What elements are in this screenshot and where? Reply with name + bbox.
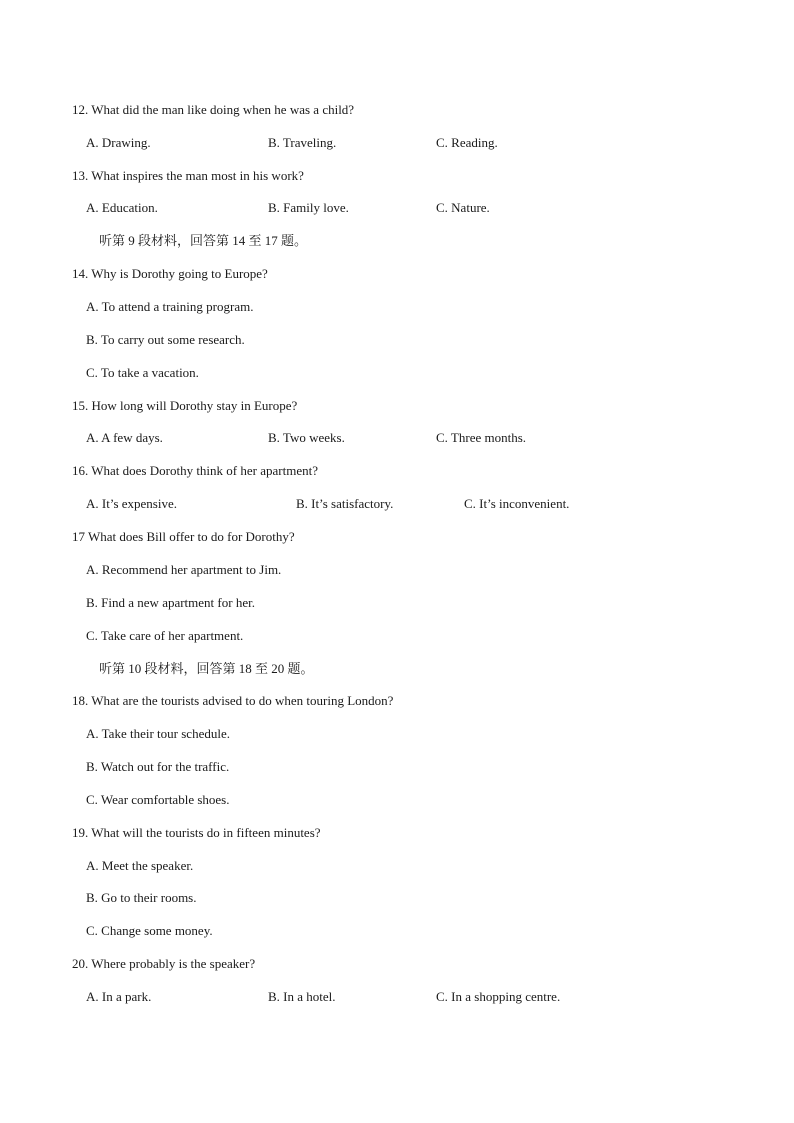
question-18-option-b: B. Watch out for the traffic. bbox=[86, 759, 230, 774]
question-12-option-a: A. Drawing. bbox=[86, 135, 151, 150]
question-16-option-c: C. It’s inconvenient. bbox=[464, 496, 570, 511]
question-13-option-a: A. Education. bbox=[86, 200, 158, 215]
question-14-option-b: B. To carry out some research. bbox=[86, 332, 245, 347]
question-13-option-c: C. Nature. bbox=[436, 200, 490, 215]
question-18-option-c: C. Wear comfortable shoes. bbox=[86, 792, 230, 807]
question-18-stem: 18. What are the tourists advised to do when touring London? bbox=[72, 693, 394, 708]
question-15-option-b: B. Two weeks. bbox=[268, 430, 345, 445]
section-9-instruction: 听第 9 段材料，回答第 14 至 17 题。 bbox=[99, 233, 308, 248]
question-17-option-a: A. Recommend her apartment to Jim. bbox=[86, 562, 282, 577]
question-18-option-a: A. Take their tour schedule. bbox=[86, 726, 230, 741]
question-15-option-a: A. A few days. bbox=[86, 430, 163, 445]
question-13-stem: 13. What inspires the man most in his work? bbox=[72, 168, 304, 183]
question-16-stem: 16. What does Dorothy think of her apartment? bbox=[72, 463, 318, 478]
question-12-stem: 12. What did the man like doing when he was a child? bbox=[72, 102, 355, 117]
question-14-stem: 14. Why is Dorothy going to Europe? bbox=[72, 266, 268, 281]
question-14-option-a: A. To attend a training program. bbox=[86, 299, 254, 314]
question-17-option-b: B. Find a new apartment for her. bbox=[86, 595, 255, 610]
question-19-stem: 19. What will the tourists do in fifteen minutes? bbox=[72, 825, 321, 840]
question-15-stem: 15. How long will Dorothy stay in Europe? bbox=[72, 398, 298, 413]
question-12-option-b: B. Traveling. bbox=[268, 135, 337, 150]
question-17-option-c: C. Take care of her apartment. bbox=[86, 628, 244, 643]
question-20-option-c: C. In a shopping centre. bbox=[436, 989, 561, 1004]
question-14-option-c: C. To take a vacation. bbox=[86, 365, 199, 380]
question-19-option-a: A. Meet the speaker. bbox=[86, 858, 194, 873]
question-20-stem: 20. Where probably is the speaker? bbox=[72, 956, 256, 971]
question-20-option-a: A. In a park. bbox=[86, 989, 152, 1004]
question-12-option-c: C. Reading. bbox=[436, 135, 498, 150]
question-13-option-b: B. Family love. bbox=[268, 200, 349, 215]
section-10-instruction: 听第 10 段材料，回答第 18 至 20 题。 bbox=[99, 661, 314, 676]
question-19-option-c: C. Change some money. bbox=[86, 923, 213, 938]
question-16-option-b: B. It’s satisfactory. bbox=[296, 496, 394, 511]
question-16-option-a: A. It’s expensive. bbox=[86, 496, 177, 511]
question-15-option-c: C. Three months. bbox=[436, 430, 527, 445]
question-20-option-b: B. In a hotel. bbox=[268, 989, 336, 1004]
question-17-stem: 17 What does Bill offer to do for Dorothy? bbox=[72, 529, 295, 544]
question-19-option-b: B. Go to their rooms. bbox=[86, 890, 197, 905]
